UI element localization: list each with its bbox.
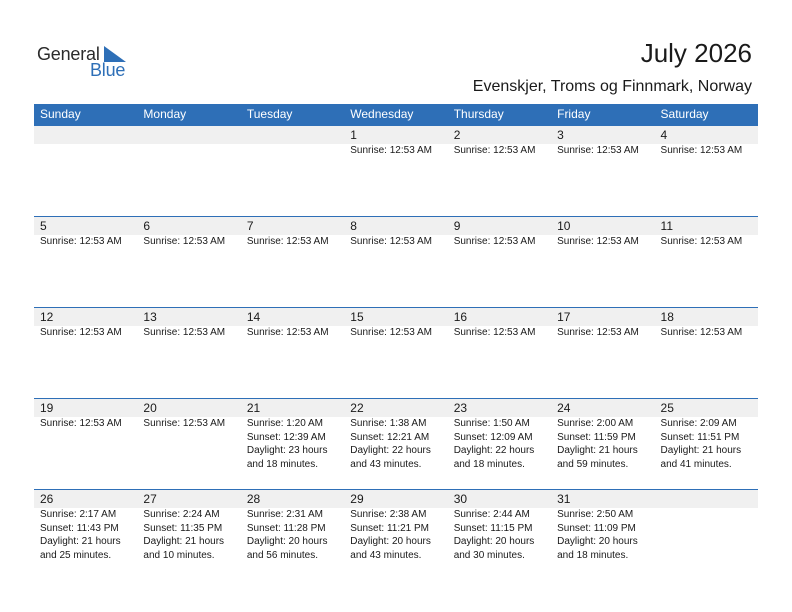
page-title: July 2026	[640, 38, 752, 68]
day-cell	[34, 217, 137, 306]
day-number: 10	[557, 219, 571, 233]
day-cell	[655, 126, 758, 215]
day-sun-info: and 59 minutes.	[557, 458, 629, 470]
week-cells	[34, 308, 758, 397]
day-cell	[551, 308, 654, 397]
day-cell	[137, 490, 240, 579]
day-sun-info: Sunrise: 12:53 AM	[350, 145, 432, 156]
day-cell	[137, 217, 240, 306]
day-sun-info: Sunset: 11:59 PM	[557, 431, 636, 443]
week-cells	[34, 399, 758, 488]
day-sun-info: Sunrise: 12:53 AM	[453, 327, 536, 338]
day-number: 25	[660, 401, 674, 415]
day-number: 19	[40, 401, 54, 415]
day-sun-info: Sunrise: 12:53 AM	[143, 236, 226, 247]
day-sun-info: Daylight: 23 hours	[246, 445, 328, 456]
day-cell	[655, 217, 758, 306]
day-sun-info: and 30 minutes.	[453, 549, 525, 561]
day-sun-info: Sunrise: 12:53 AM	[557, 236, 639, 247]
day-number	[247, 126, 344, 144]
day-number: 23	[453, 401, 468, 415]
empty-day-cell	[34, 126, 137, 215]
weekday-wednesday: Wednesday	[350, 107, 414, 121]
empty-day-cell	[655, 490, 758, 579]
day-cell	[241, 490, 344, 579]
day-sun-info: Daylight: 20 hours	[453, 536, 535, 547]
day-cell	[344, 217, 447, 306]
day-number: 5	[40, 219, 47, 233]
day-sun-info: Sunrise: 2:44 AM	[453, 509, 530, 520]
day-sun-info: Sunset: 12:21 AM	[350, 431, 430, 443]
day-number: 14	[246, 310, 261, 324]
day-number	[143, 126, 240, 144]
weekday-monday: Monday	[143, 107, 187, 121]
day-sun-info: Sunrise: 2:31 AM	[246, 509, 323, 520]
day-number: 1	[350, 128, 357, 142]
day-sun-info: Sunset: 11:15 PM	[453, 522, 533, 534]
day-sun-info: Sunrise: 2:17 AM	[40, 509, 117, 520]
calendar-week	[34, 216, 758, 307]
day-number: 11	[660, 219, 673, 233]
day-number: 12	[40, 310, 54, 324]
day-sun-info: Sunset: 11:51 PM	[660, 431, 740, 443]
day-sun-info: Sunrise: 12:53 AM	[40, 418, 122, 429]
day-cell	[448, 217, 551, 306]
day-cell	[241, 217, 344, 306]
day-sun-info: and 18 minutes.	[557, 549, 629, 561]
location-subtitle: Evenskjer, Troms og Finnmark, Norway	[472, 78, 752, 95]
day-number: 18	[660, 310, 674, 324]
empty-day-cell	[241, 126, 344, 215]
day-sun-info: and 43 minutes.	[350, 549, 422, 561]
day-sun-info: Sunrise: 12:53 AM	[40, 327, 122, 338]
day-sun-info: Sunrise: 1:38 AM	[350, 418, 427, 429]
weekday-header	[34, 104, 758, 125]
day-sun-info: Sunrise: 12:53 AM	[350, 236, 432, 247]
day-sun-info: Sunrise: 12:53 AM	[453, 236, 536, 247]
day-sun-info: Sunset: 11:35 PM	[143, 522, 223, 534]
day-cell	[344, 126, 447, 215]
day-sun-info: Sunrise: 2:38 AM	[350, 509, 427, 520]
day-number	[661, 490, 758, 508]
weekday-sunday: Sunday	[40, 107, 81, 121]
day-sun-info: and 56 minutes.	[246, 549, 319, 561]
day-sun-info: Sunset: 12:09 AM	[453, 431, 533, 443]
day-sun-info: Sunset: 11:09 PM	[557, 522, 636, 534]
day-cell	[344, 490, 447, 579]
day-cell	[448, 308, 551, 397]
day-cell	[34, 308, 137, 397]
calendar-week	[34, 398, 758, 489]
day-number: 8	[350, 219, 357, 233]
day-number: 15	[350, 310, 364, 324]
week-cells	[34, 126, 758, 215]
day-number: 24	[557, 401, 571, 415]
day-sun-info: Daylight: 21 hours	[40, 536, 121, 547]
day-number: 28	[246, 492, 261, 506]
day-sun-info: Sunrise: 12:53 AM	[557, 327, 639, 338]
day-sun-info: and 18 minutes.	[453, 458, 525, 470]
day-cell	[344, 399, 447, 488]
day-number: 17	[557, 310, 571, 324]
day-number: 27	[143, 492, 157, 506]
day-sun-info: Sunrise: 12:53 AM	[40, 236, 122, 247]
day-cell	[655, 399, 758, 488]
day-sun-info: Sunrise: 12:53 AM	[246, 236, 329, 247]
day-number: 3	[557, 128, 564, 142]
day-cell	[448, 399, 551, 488]
logo-text-blue: Blue	[90, 60, 126, 80]
day-sun-info: Daylight: 21 hours	[557, 445, 638, 456]
day-number: 2	[453, 128, 461, 142]
day-number	[40, 126, 137, 144]
day-sun-info: and 25 minutes.	[40, 549, 112, 561]
logo-text-general: General	[37, 44, 100, 64]
day-cell	[34, 399, 137, 488]
day-sun-info: Sunrise: 12:53 AM	[660, 327, 743, 338]
day-sun-info: Daylight: 21 hours	[143, 536, 225, 547]
day-cell	[137, 399, 240, 488]
day-sun-info: Sunrise: 2:50 AM	[557, 509, 634, 520]
day-cell	[344, 308, 447, 397]
day-sun-info: Sunrise: 1:50 AM	[453, 418, 530, 429]
week-cells	[34, 217, 758, 306]
day-number: 7	[246, 219, 254, 233]
day-sun-info: Sunrise: 12:53 AM	[453, 145, 536, 156]
day-number: 29	[350, 492, 364, 506]
day-number: 26	[40, 492, 54, 506]
day-number: 21	[246, 401, 261, 415]
day-sun-info: and 18 minutes.	[246, 458, 319, 470]
day-sun-info: Daylight: 20 hours	[350, 536, 431, 547]
day-sun-info: Daylight: 21 hours	[660, 445, 742, 456]
day-sun-info: Daylight: 22 hours	[453, 445, 535, 456]
day-sun-info: Daylight: 22 hours	[350, 445, 431, 456]
weekday-friday: Friday	[557, 107, 591, 121]
day-cell	[551, 490, 654, 579]
day-sun-info: Sunrise: 12:53 AM	[660, 145, 743, 156]
day-number: 16	[453, 310, 468, 324]
day-cell	[448, 490, 551, 579]
day-sun-info: and 10 minutes.	[143, 549, 215, 561]
day-sun-info: Daylight: 20 hours	[557, 536, 638, 547]
calendar-week	[34, 307, 758, 398]
day-sun-info: Sunrise: 2:09 AM	[660, 418, 737, 429]
day-sun-info: Sunset: 11:28 PM	[246, 522, 326, 534]
day-number: 13	[143, 310, 157, 324]
day-sun-info: Sunset: 12:39 AM	[246, 431, 326, 443]
calendar-grid	[34, 104, 758, 580]
brand-logo	[37, 44, 137, 84]
day-cell	[241, 399, 344, 488]
day-cell	[448, 126, 551, 215]
day-cell	[551, 399, 654, 488]
empty-day-cell	[137, 126, 240, 215]
day-number: 22	[350, 401, 364, 415]
day-number: 4	[660, 128, 668, 142]
day-sun-info: Sunrise: 1:20 AM	[246, 418, 323, 429]
day-number: 6	[143, 219, 151, 233]
day-sun-info: Sunrise: 12:53 AM	[660, 236, 743, 247]
day-number: 9	[453, 219, 461, 233]
calendar-week	[34, 489, 758, 580]
day-cell	[137, 308, 240, 397]
day-sun-info: and 43 minutes.	[350, 458, 422, 470]
day-number: 20	[143, 401, 157, 415]
calendar-weeks	[34, 125, 758, 580]
weekday-saturday: Saturday	[660, 107, 709, 121]
day-number: 31	[557, 492, 571, 506]
day-sun-info: Sunrise: 12:53 AM	[350, 327, 432, 338]
day-sun-info: Sunrise: 12:53 AM	[557, 145, 639, 156]
weekday-thursday: Thursday	[453, 107, 504, 121]
day-number: 30	[453, 492, 468, 506]
day-sun-info: Daylight: 20 hours	[246, 536, 328, 547]
day-cell	[241, 308, 344, 397]
weekday-tuesday: Tuesday	[246, 107, 293, 121]
calendar-week	[34, 125, 758, 216]
day-cell	[655, 308, 758, 397]
day-sun-info: Sunset: 11:43 PM	[40, 522, 119, 534]
day-sun-info: and 41 minutes.	[660, 458, 732, 470]
day-cell	[34, 490, 137, 579]
day-sun-info: Sunset: 11:21 PM	[350, 522, 430, 534]
week-cells	[34, 490, 758, 579]
day-sun-info: Sunrise: 12:53 AM	[143, 418, 226, 429]
day-cell	[551, 126, 654, 215]
day-sun-info: Sunrise: 12:53 AM	[143, 327, 226, 338]
day-sun-info: Sunrise: 12:53 AM	[246, 327, 329, 338]
day-cell	[551, 217, 654, 306]
day-sun-info: Sunrise: 2:00 AM	[557, 418, 634, 429]
day-sun-info: Sunrise: 2:24 AM	[143, 509, 220, 520]
